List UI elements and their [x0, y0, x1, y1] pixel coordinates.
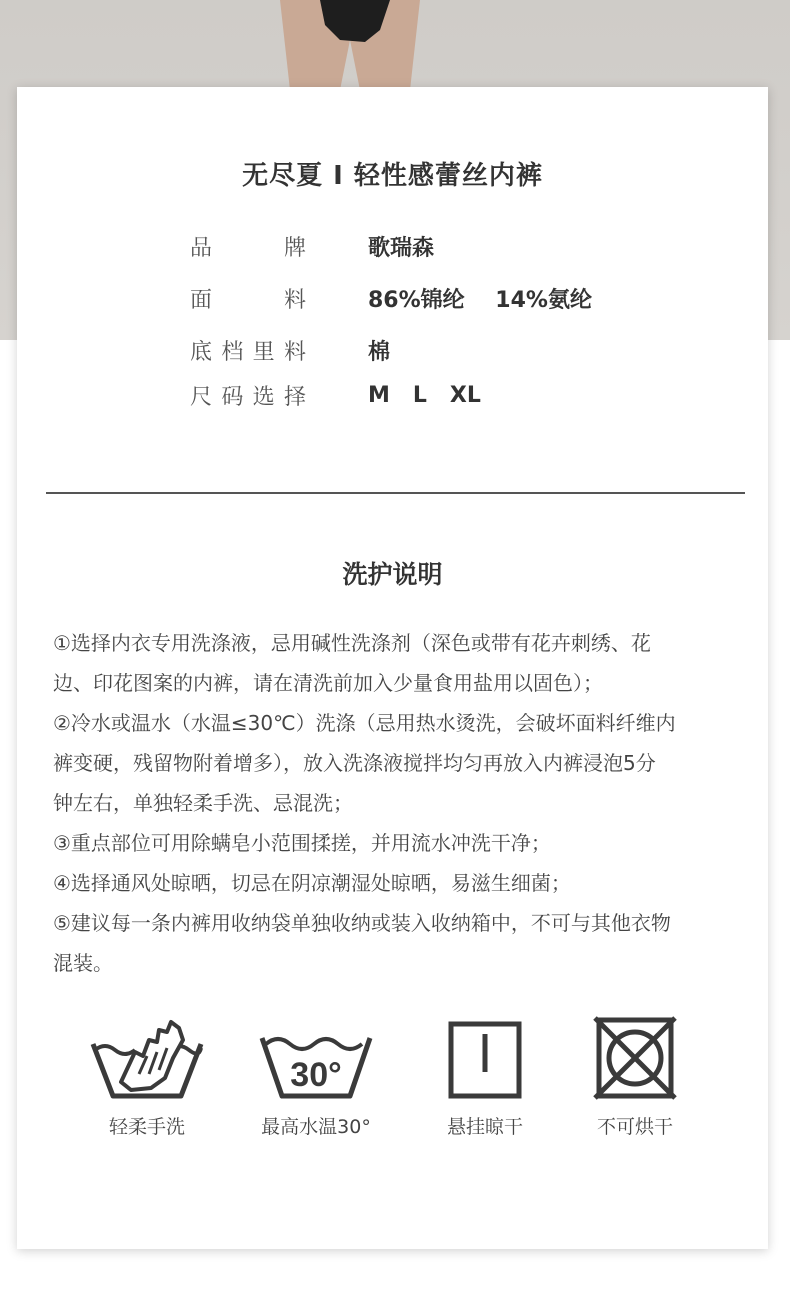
care-icon-no-tumble-dry [565, 1012, 705, 1139]
spec-value-brand: 歌瑞森 [368, 235, 435, 261]
care-icon-hand-wash [77, 1012, 217, 1139]
care-icon-line-dry [415, 1012, 555, 1139]
spec-label: 品 牌 [190, 235, 306, 261]
model-photo-fragment [280, 0, 420, 90]
care-line: 边、印花图案的内裤，请在清洗前加入少量食用盐用以固色）； [53, 671, 603, 695]
care-line: ②冷水或温水（水温≤30℃）洗涤（忌用热水烫洗，会破坏面料纤维内 [53, 711, 676, 735]
care-line: ③重点部位可用除螨皂小范围揉搓，并用流水冲洗干净； [53, 831, 551, 855]
care-instructions-text [53, 623, 743, 983]
hand-wash-icon [87, 1012, 207, 1104]
icon-caption: 轻柔手洗 [108, 1116, 185, 1138]
spec-row-fabric [190, 283, 690, 313]
care-icon-wash-30 [246, 1012, 386, 1139]
care-line: 混装。 [53, 951, 113, 975]
product-title: 无尽夏 I 轻性感蕾丝内裤 [242, 161, 543, 191]
spec-value-fabric: 86%锦纶 14%氨纶 [368, 287, 592, 313]
icon-caption: 最高水温30° [261, 1116, 371, 1138]
no-tumble-dry-icon [575, 1012, 695, 1104]
line-dry-icon [425, 1012, 545, 1104]
icon-caption: 悬挂晾干 [446, 1116, 523, 1138]
care-line: ⑤建议每一条内裤用收纳袋单独收纳或装入收纳箱中，不可与其他衣物 [53, 911, 671, 935]
spec-value-size: M L XL [368, 382, 481, 408]
care-line: 钟左右，单独轻柔手洗、忌混洗； [53, 791, 353, 815]
care-line: 裤变硬，残留物附着增多），放入洗涤液搅拌均匀再放入内裤浸泡5分 [53, 751, 656, 775]
spec-row-brand [190, 231, 690, 261]
spec-label: 面 料 [190, 287, 306, 313]
spec-value-lining: 棉 [368, 339, 391, 365]
care-instructions-title: 洗护说明 [342, 560, 443, 589]
product-info-card [17, 87, 768, 1249]
spec-row-size [190, 380, 690, 410]
spec-label: 底 档 里 料 [190, 339, 306, 365]
care-line: ④选择通风处晾晒，切忌在阴凉潮湿处晾晒，易滋生细菌； [53, 871, 571, 895]
spec-row-lining [190, 335, 690, 365]
care-line: ①选择内衣专用洗涤液，忌用碱性洗涤剂（深色或带有花卉刺绣、花 [53, 631, 651, 655]
wash-30-icon [256, 1012, 376, 1104]
icon-caption: 不可烘干 [596, 1116, 673, 1138]
spec-label: 尺 码 选 择 [190, 384, 306, 410]
section-divider [46, 492, 745, 494]
svg-text:30°: 30° [290, 1056, 342, 1094]
